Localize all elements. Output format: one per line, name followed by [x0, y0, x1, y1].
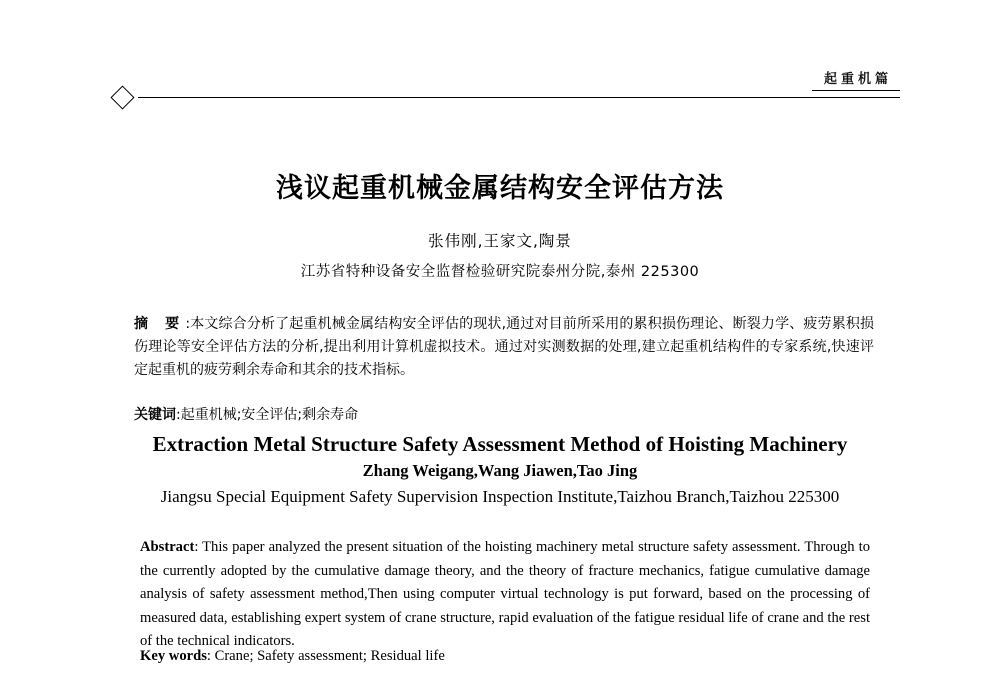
english-abstract-text: : This paper analyzed the present situation of the hoisting machinery metal structure safety assessment. Through to the currently adopted by the cumulative damage theory, and the theory of fracture mechanics, fatigue cumulative damage analysis of safety assessment method,Then using computer virtual technology is put forward, based on the processing of measured data, establishing expert system of crane structure, rapid evaluation of the fatigue residual life of crane and the rest of the technical indicators. [140, 539, 870, 649]
english-abstract-label: Abstract [140, 539, 195, 555]
english-keywords [140, 648, 870, 665]
header-rule-short [812, 90, 900, 91]
chinese-authors: 张伟刚,王家文,陶景 [428, 232, 572, 250]
page-header [110, 68, 900, 112]
english-keywords-text: : Crane; Safety assessment; Residual life [206, 648, 445, 664]
chinese-keywords-text: :起重机械;安全评估;剩余寿命 [176, 407, 359, 423]
english-title: Extraction Metal Structure Safety Assessment Method of Hoisting Machinery [152, 432, 848, 456]
english-abstract [140, 536, 870, 654]
chinese-keywords-label: 关键词 [134, 407, 176, 423]
chinese-abstract [134, 313, 874, 382]
english-affiliation: Jiangsu Special Equipment Safety Supervision Inspection Institute,Taizhou Branch,Taizhou 225300 [160, 487, 840, 506]
chinese-affiliation: 江苏省特种设备安全监督检验研究院泰州分院,泰州 225300 [300, 264, 700, 280]
chinese-title: 浅议起重机械金属结构安全评估方法 [276, 173, 724, 204]
english-keywords-label: Key words [140, 648, 207, 664]
header-rule-long [138, 97, 900, 98]
chinese-abstract-label: 摘 要 [134, 316, 186, 332]
chinese-abstract-text: :本文综合分析了起重机械金属结构安全评估的现状,通过对目前所采用的累积损伤理论、断裂力学、疲劳累积损伤理论等安全评估方法的分析,提出利用计算机虚拟技术。通过对实测数据的处理,建立起重机结构件的专家系统,快速评定起重机的疲劳剩余寿命和其余的技术指标。 [134, 316, 875, 378]
english-authors: Zhang Weigang,Wang Jiawen,Tao Jing [362, 461, 638, 480]
diamond-ornament-icon [110, 85, 134, 109]
section-label: 起重机篇 [823, 71, 892, 86]
chinese-keywords [134, 404, 874, 424]
